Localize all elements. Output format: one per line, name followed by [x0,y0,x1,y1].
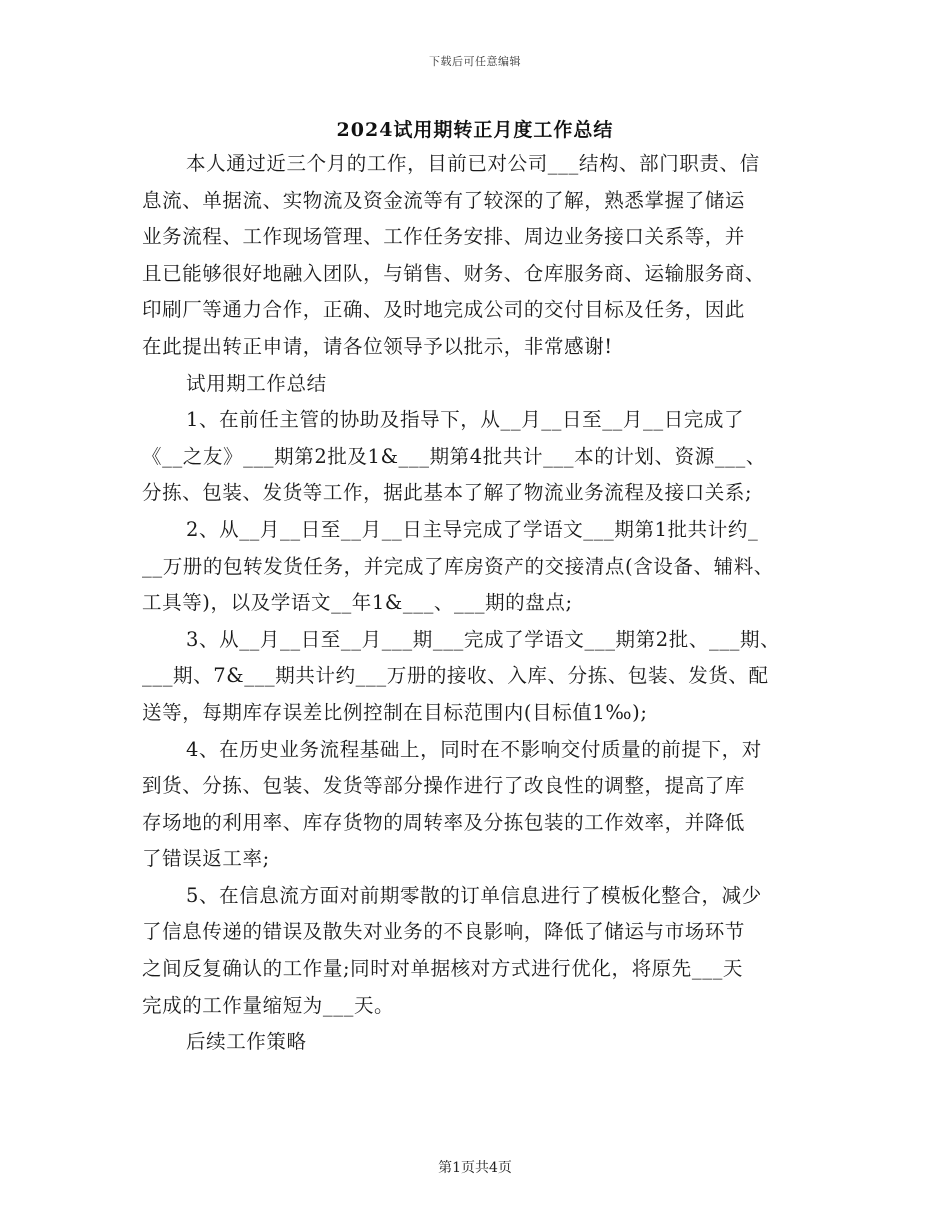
document-body [142,146,812,1061]
text-line: 4、在历史业务流程基础上，同时在不影响交付质量的前提下，对 [186,737,762,761]
text-line: 《__之友》___期第2批及1&___期第4批共计___本的计划、资源___、 [142,444,766,468]
text-line: 之间反复确认的工作量;同时对单据核对方式进行优化，将原先___天 [142,957,744,981]
text-line: 送等，每期库存误差比例控制在目标范围内(目标值1‰); [142,700,648,724]
text-line: 2、从__月__日至__月__日主导完成了学语文___期第1批共计约_ [186,517,759,541]
text-line: 了错误返工率; [142,847,270,871]
header-note: 下载后可任意编辑 [429,55,521,68]
text-line: 了信息传递的错误及散失对业务的不良影响，降低了储运与市场环节 [142,920,746,944]
text-line: __万册的包转发货任务，并完成了库房资产的交接清点(含设备、辅料、 [142,554,774,578]
text-line: 后续工作策略 [186,1030,307,1054]
document-title: 2024试用期转正月度工作总结 [336,119,614,141]
text-line: 1、在前任主管的协助及指导下，从__月__日至__月__日完成了 [186,408,745,432]
text-line: 试用期工作总结 [186,371,327,395]
page-footer: 第1页共4页 [438,1160,512,1176]
text-line: 5、在信息流方面对前期零散的订单信息进行了模板化整合，减少 [186,883,762,907]
text-line: 息流、单据流、实物流及资金流等有了较深的了解，熟悉掌握了储运 [142,188,746,212]
text-line: 到货、分拣、包装、发货等部分操作进行了改良性的调整，提高了库 [142,774,746,798]
text-line: 业务流程、工作现场管理、工作任务安排、周边业务接口关系等，并 [142,225,746,249]
text-line: ___期、7&___期共计约___万册的接收、入库、分拣、包装、发货、配 [142,664,769,688]
text-line: 3、从__月__日至__月___期___完成了学语文___期第2批、___期、 [186,627,781,651]
text-line: 工具等)，以及学语文__年1&___、___期的盘点; [142,591,573,615]
text-line: 存场地的利用率、库存货物的周转率及分拣包装的工作效率，并降低 [142,810,746,834]
text-line: 完成的工作量缩短为___天。 [142,993,395,1017]
text-line: 在此提出转正申请，请各位领导予以批示，非常感谢! [142,334,613,358]
text-line: 分拣、包装、发货等工作，据此基本了解了物流业务流程及接口关系; [142,481,753,505]
text-line: 印刷厂等通力合作，正确、及时地完成公司的交付目标及任务，因此 [142,298,746,322]
text-line: 且已能够很好地融入团队，与销售、财务、仓库服务商、运输服务商、 [142,261,766,285]
text-line: 本人通过近三个月的工作，目前已对公司___结构、部门职责、信 [186,152,760,175]
